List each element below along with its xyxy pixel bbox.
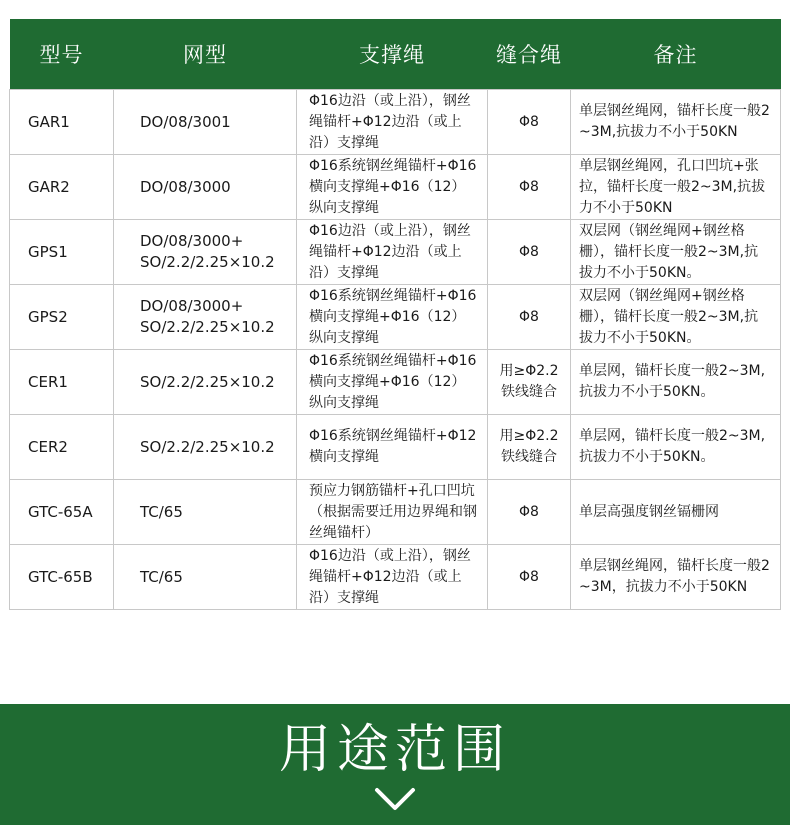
cell-net-type xyxy=(114,350,297,415)
cell-support-rope xyxy=(297,480,488,545)
cell-model: CER2 xyxy=(10,415,114,480)
table-row xyxy=(10,155,781,220)
cell-seam-rope xyxy=(488,285,571,350)
cell-support-rope xyxy=(297,285,488,350)
cell-support-rope xyxy=(297,545,488,610)
table-row xyxy=(10,480,781,545)
net-type-line: SO/2.2/2.25×10.2 xyxy=(140,372,275,391)
cell-net-type xyxy=(114,285,297,350)
cell-seam-rope xyxy=(488,90,571,155)
cell-support-rope xyxy=(297,415,488,480)
seam-rope-line: Φ8 xyxy=(519,243,539,260)
seam-rope-line: Φ8 xyxy=(519,113,539,130)
cell-support-rope xyxy=(297,220,488,285)
net-type-line: SO/2.2/2.25×10.2 xyxy=(140,437,275,456)
support-rope-text: Φ16边沿（或上沿），钢丝绳锚杆+Φ12边沿（或上沿）支撑绳 xyxy=(309,222,471,281)
notes-text: 单层钢丝绳网，锚杆长度一般2~3M,抗拔力不小于50KN xyxy=(579,103,770,140)
table-header xyxy=(10,19,781,90)
support-rope-text: Φ16边沿（或上沿），钢丝绳锚杆+Φ12边沿（或上沿）支撑绳 xyxy=(309,92,471,151)
net-type-line: DO/08/3000+ xyxy=(140,232,244,250)
net-type-line: DO/08/3000+ xyxy=(140,297,244,315)
support-rope-text: Φ16系统钢丝绳锚杆+Φ16横向支撑绳+Φ16（12）纵向支撑绳 xyxy=(309,352,477,411)
cell-notes xyxy=(571,220,781,285)
cell-seam-rope xyxy=(488,155,571,220)
table-body xyxy=(10,90,781,610)
seam-rope-line: Φ8 xyxy=(519,308,539,325)
cell-notes xyxy=(571,155,781,220)
seam-rope-line: Φ8 xyxy=(519,568,539,585)
usage-banner xyxy=(0,704,790,825)
cell-model: GPS2 xyxy=(10,285,114,350)
spec-table xyxy=(9,19,781,610)
header-seam-rope: 缝合绳 xyxy=(488,19,571,90)
cell-support-rope xyxy=(297,350,488,415)
net-type-line: TC/65 xyxy=(140,567,183,586)
support-rope-text: 预应力钢筋锚杆+孔口凹坑（根据需要迁用边界绳和钢丝绳锚杆） xyxy=(309,482,477,541)
cell-net-type xyxy=(114,415,297,480)
notes-text: 单层钢丝绳网，孔口凹坑+张拉，锚杆长度一般2~3M,抗拔力不小于50KN xyxy=(579,157,766,216)
header-notes: 备注 xyxy=(571,19,781,90)
notes-text: 单层钢丝绳网，锚杆长度一般2~3M，抗拔力不小于50KN xyxy=(579,558,770,595)
cell-net-type xyxy=(114,220,297,285)
seam-rope-line: 用≥Φ2.2 xyxy=(499,363,559,379)
cell-net-type xyxy=(114,545,297,610)
cell-seam-rope xyxy=(488,220,571,285)
cell-model: CER1 xyxy=(10,350,114,415)
support-rope-text: Φ16边沿（或上沿），钢丝绳锚杆+Φ12边沿（或上沿）支撑绳 xyxy=(309,547,471,606)
cell-net-type xyxy=(114,480,297,545)
table-row xyxy=(10,90,781,155)
cell-model: GTC-65A xyxy=(10,480,114,545)
cell-seam-rope xyxy=(488,480,571,545)
seam-rope-line: 铁线缝合 xyxy=(501,449,557,465)
notes-text: 单层网，锚杆长度一般2~3M,抗拔力不小于50KN。 xyxy=(579,363,766,400)
seam-rope-line: Φ8 xyxy=(519,178,539,195)
banner-title: 用途范围 xyxy=(278,720,511,780)
cell-notes xyxy=(571,480,781,545)
seam-rope-line: 铁线缝合 xyxy=(501,384,557,400)
cell-support-rope xyxy=(297,90,488,155)
cell-notes xyxy=(571,90,781,155)
chevron-down-icon xyxy=(374,786,416,812)
cell-seam-rope xyxy=(488,545,571,610)
cell-net-type xyxy=(114,90,297,155)
table-row xyxy=(10,415,781,480)
cell-notes xyxy=(571,415,781,480)
notes-text: 双层网（钢丝绳网+钢丝格栅），锚杆长度一般2~3M,抗拔力不小于50KN。 xyxy=(579,222,759,281)
cell-notes xyxy=(571,285,781,350)
table-row xyxy=(10,350,781,415)
table-row xyxy=(10,220,781,285)
net-type-line: SO/2.2/2.25×10.2 xyxy=(140,253,275,271)
cell-model: GAR2 xyxy=(10,155,114,220)
net-type-line: DO/08/3001 xyxy=(140,112,231,131)
support-rope-text: Φ16系统钢丝绳锚杆+Φ16横向支撑绳+Φ16（12）纵向支撑绳 xyxy=(309,287,477,346)
net-type-line: SO/2.2/2.25×10.2 xyxy=(140,318,275,336)
header-model: 型号 xyxy=(10,19,114,90)
header-net-type: 网型 xyxy=(114,19,297,90)
cell-notes xyxy=(571,545,781,610)
seam-rope-line: Φ8 xyxy=(519,503,539,520)
notes-text: 双层网（钢丝绳网+钢丝格栅），锚杆长度一般2~3M,抗拔力不小于50KN。 xyxy=(579,287,759,346)
support-rope-text: Φ16系统钢丝绳锚杆+Φ12横向支撑绳 xyxy=(309,428,477,465)
net-type-line: DO/08/3000 xyxy=(140,177,231,196)
cell-net-type xyxy=(114,155,297,220)
net-type-line: TC/65 xyxy=(140,502,183,521)
cell-model: GAR1 xyxy=(10,90,114,155)
cell-seam-rope xyxy=(488,415,571,480)
seam-rope-line: 用≥Φ2.2 xyxy=(499,428,559,444)
notes-text: 单层高强度钢丝镉栅网 xyxy=(579,503,719,520)
table-row xyxy=(10,285,781,350)
header-row xyxy=(10,19,781,90)
header-support-rope: 支撑绳 xyxy=(297,19,488,90)
cell-notes xyxy=(571,350,781,415)
cell-model: GPS1 xyxy=(10,220,114,285)
cell-model: GTC-65B xyxy=(10,545,114,610)
table-row xyxy=(10,545,781,610)
spec-table-container xyxy=(9,19,780,610)
cell-support-rope xyxy=(297,155,488,220)
notes-text: 单层网，锚杆长度一般2~3M,抗拔力不小于50KN。 xyxy=(579,428,766,465)
support-rope-text: Φ16系统钢丝绳锚杆+Φ16横向支撑绳+Φ16（12）纵向支撑绳 xyxy=(309,157,477,216)
cell-seam-rope xyxy=(488,350,571,415)
